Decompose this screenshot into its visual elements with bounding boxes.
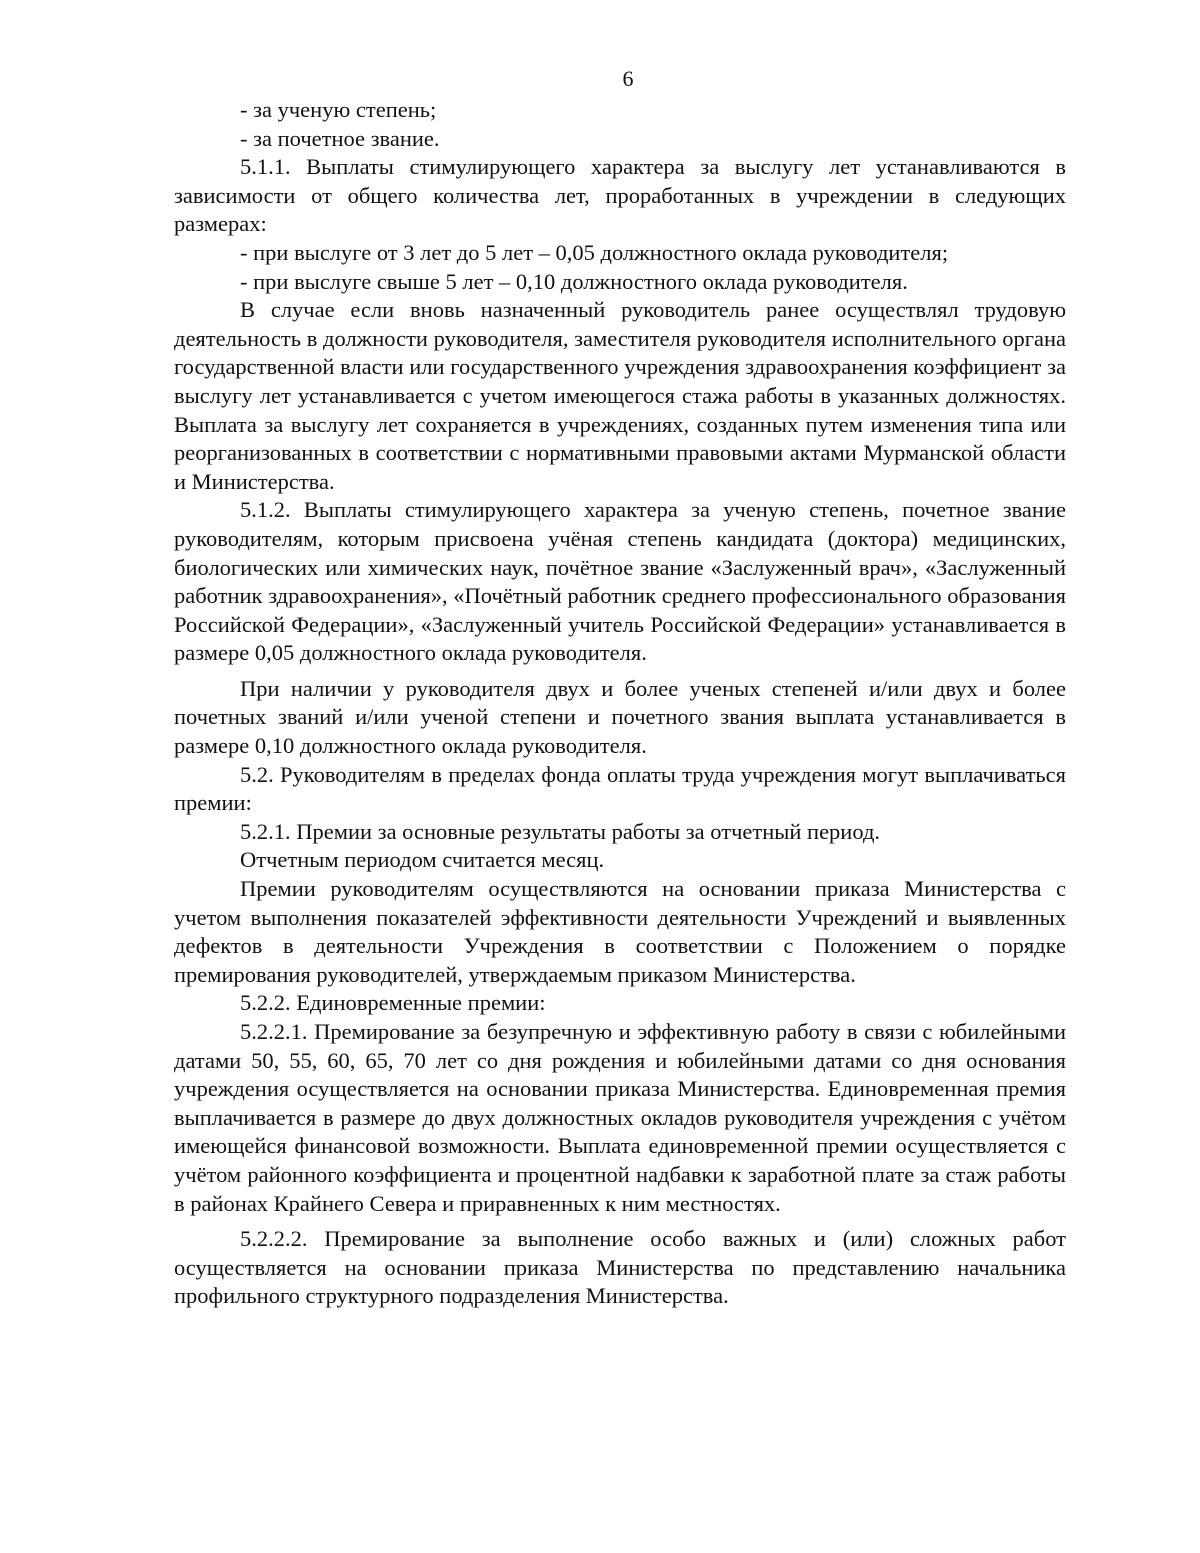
paragraph-bonuses-basis: Премии руководителям осуществляются на основании приказа Министерства с учетом выполнения показателей эффективности деятельности Учреждений и выявленных дефектов в деятельности Учреждения в соответствии с Положением о порядке премирования руководителей, утверждаемым приказом Министерства. (174, 876, 1066, 987)
paragraph-seniority-3-5: - при выслуге от 3 лет до 5 лет – 0,05 должностного оклада руководителя; (240, 239, 949, 265)
paragraph-5-2-2-2: 5.2.2.2. Премирование за выполнение особо важных и (или) сложных работ осуществляется на основании приказа Министерства по представлению начальника профильного структурного подразделения Министерства. (174, 1226, 1066, 1309)
paragraph-multiple-degrees: При наличии у руководителя двух и более ученых степеней и/или двух и более почетных званий и/или ученой степени и почетного звания выплата устанавливается в размере 0,10 должностного оклада руководителя. (174, 675, 1066, 759)
paragraph-seniority-over-5: - при выслуге свыше 5 лет – 0,10 должностного оклада руководителя. (240, 268, 908, 294)
paragraph-reporting-period: Отчетным периодом считается месяц. (240, 847, 605, 873)
paragraph-list-item-degree: - за ученую степень; (240, 97, 437, 122)
paragraph-5-1-2: 5.1.2. Выплаты стимулирующего характера за ученую степень, почетное звание руководителям, которым присвоена учёная степень кандидата (доктора) медицинских, биологических или химических наук, почётное звание «Заслуженный врач», «Заслуженный работник здравоохранения», «Почётный работник среднего профессионального образования Российской Федерации», «Заслуженный учитель Российской Федерации» устанавливается в размере 0,05 должностного оклада руководителя. (174, 497, 1066, 666)
paragraph-5-2-2-1: 5.2.2.1. Премирование за безупречную и эффективную работу в связи с юбилейными датами 50, 55, 60, 65, 70 лет со дня рождения и юбилейными датами со дня основания учреждения осуществляется на основании приказа Министерства. Единовременная премия выплачивается в размере до двух должностных окладов руководителя учреждения с учётом имеющейся финансовой возможности. Выплата единовременной премии осуществляется с учётом районного коэффициента и процентной надбавки к заработной плате за стаж работы в районах Крайнего Севера и приравненных к ним местностях. (174, 1019, 1066, 1216)
paragraph-5-2: 5.2. Руководителям в пределах фонда оплаты труда учреждения могут выплачиваться премии: (174, 761, 1066, 816)
paragraph-5-1-1: 5.1.1. Выплаты стимулирующего характера за выслугу лет устанавливаются в зависимости от общего количества лет, проработанных в учреждении в следующих размерах: (174, 154, 1066, 237)
paragraph-5-2-1: 5.2.1. Премии за основные результаты работы за отчетный период. (240, 818, 881, 844)
paragraph-list-item-title: - за почетное звание. (240, 125, 440, 151)
paragraph-5-2-2: 5.2.2. Единовременные премии: (240, 990, 546, 1016)
page-number: 6 (622, 66, 634, 91)
paragraph-new-director: В случае если вновь назначенный руководитель ранее осуществлял трудовую деятельность в должности руководителя, заместителя руководителя исполнительного органа государственной власти или государственного учреждения здравоохранения коэффициент за выслугу лет устанавливается с учетом имеющегося стажа работы в указанных должностях. Выплата за выслугу лет сохраняется в учреждениях, созданных путем изменения типа или реорганизованных в соответствии с нормативными правовыми актами Мурманской области и Министерства. (174, 297, 1066, 494)
document-body (174, 96, 1066, 1311)
